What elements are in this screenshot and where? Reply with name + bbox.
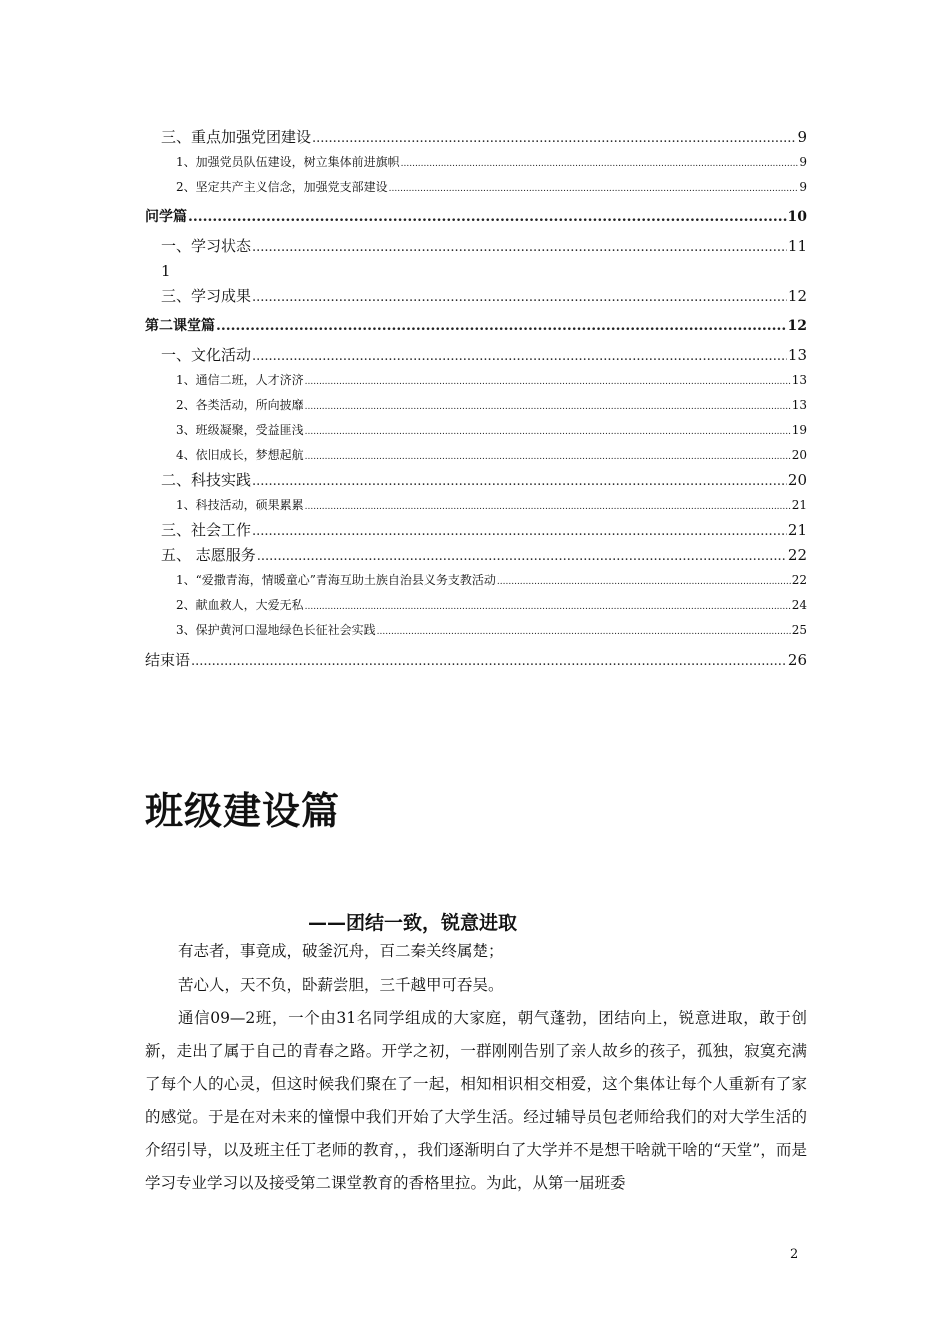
toc-page-number: 20 [791, 448, 807, 462]
table-of-contents [145, 125, 807, 677]
toc-entry-text: 2、坚定共产主义信念，加强党支部建设 [176, 180, 388, 194]
toc-entry[interactable] [145, 643, 807, 677]
toc-entry-text: 4、依旧成长，梦想起航 [176, 448, 304, 462]
toc-entry-text: 3、班级凝聚，受益匪浅 [176, 423, 304, 437]
toc-leader [305, 370, 791, 393]
toc-entry-text: 1、通信二班，人才济济 [176, 373, 304, 387]
toc-entry-text: 1、科技活动，硕果累累 [176, 498, 304, 512]
toc-page-number: 11 [787, 237, 807, 255]
toc-entry[interactable] [145, 368, 807, 393]
toc-page-number: 21 [787, 521, 807, 539]
toc-page-number: 10 [787, 209, 807, 225]
toc-entry[interactable] [145, 125, 807, 150]
toc-entry-text: 1 [161, 262, 171, 280]
toc-page-number: 9 [799, 180, 807, 194]
toc-entry[interactable] [145, 543, 807, 568]
toc-leader [305, 495, 791, 518]
body-text [145, 934, 807, 1200]
toc-entry-text: 2、各类活动，所向披靡 [176, 398, 304, 412]
toc-stray-line [145, 259, 807, 284]
toc-entry[interactable] [145, 618, 807, 643]
toc-entry-text: 第二课堂篇 [145, 318, 215, 334]
toc-leader [305, 445, 791, 468]
toc-leader [305, 420, 791, 443]
toc-page-number: 13 [791, 398, 807, 412]
toc-entry[interactable] [145, 175, 807, 200]
toc-page-number: 25 [791, 623, 807, 637]
toc-page-number: 12 [787, 318, 807, 334]
chapter-subtitle: ——团结一致，锐意进取 [308, 912, 518, 934]
toc-entry[interactable] [145, 593, 807, 618]
toc-entry[interactable] [145, 309, 807, 343]
toc-page-number: 9 [797, 128, 807, 146]
toc-entry[interactable] [145, 393, 807, 418]
toc-page-number: 22 [791, 573, 807, 587]
chapter-title: 班级建设篇 [145, 789, 341, 833]
toc-entry-text: 一、学习状态 [161, 237, 252, 255]
toc-page-number: 24 [791, 598, 807, 612]
verse-line: 有志者，事竟成，破釜沉舟，百二秦关终属楚； [178, 942, 504, 960]
body-paragraph: 通信09—2班，一个由31名同学组成的大家庭，朝气蓬勃，团结向上，锐意进取，敢于创新，走出了属于自己的青春之路。开学之初，一群刚刚告别了亲人故乡的孩子，孤独，寂寞充满了每个人的心灵，但这时候我们聚在了一起，相知相识相交相爱，这个集体让每个人重新有了家的感觉。于是在对未来的憧憬中我们开始了大学生活。经过辅导员包老师给我们的对大学生活的介绍引导，以及班主任丁老师的教育，，我们逐渐明白了大学并不是想干啥就干啥的“天堂”，而是学习专业学习以及接受第二课堂教育的香格里拉。为此，从第一届班委 [145, 1009, 807, 1192]
toc-leader [188, 200, 787, 234]
toc-entry-text: 三、重点加强党团建设 [161, 128, 312, 146]
toc-leader [312, 126, 796, 150]
toc-leader [252, 285, 787, 309]
toc-entry-text: 结束语 [145, 651, 191, 669]
toc-entry-text: 问学篇 [145, 209, 187, 225]
toc-leader [401, 152, 799, 175]
toc-entry-text: 三、学习成果 [161, 287, 252, 305]
toc-leader [216, 309, 787, 343]
toc-entry[interactable] [145, 568, 807, 593]
toc-page-number: 20 [787, 471, 807, 489]
toc-entry[interactable] [145, 418, 807, 443]
toc-entry[interactable] [145, 200, 807, 234]
toc-entry[interactable] [145, 234, 807, 259]
toc-leader [305, 595, 791, 618]
toc-page-number: 22 [787, 546, 807, 564]
verse-line: 苦心人，天不负，卧薪尝胆，三千越甲可吞吴。 [178, 976, 504, 994]
toc-entry-text: 2、献血救人，大爱无私 [176, 598, 304, 612]
toc-entry[interactable] [145, 343, 807, 368]
toc-page-number: 26 [787, 651, 807, 669]
toc-entry-text: 3、保护黄河口湿地绿色长征社会实践 [176, 623, 376, 637]
toc-leader [377, 620, 791, 643]
toc-entry[interactable] [145, 150, 807, 175]
toc-leader [497, 570, 791, 593]
toc-leader [252, 344, 787, 368]
toc-entry[interactable] [145, 468, 807, 493]
toc-leader [191, 645, 787, 677]
toc-entry-text: 五、 志愿服务 [161, 546, 256, 564]
toc-page-number: 12 [787, 287, 807, 305]
toc-entry[interactable] [145, 518, 807, 543]
toc-entry[interactable] [145, 493, 807, 518]
toc-entry[interactable] [145, 443, 807, 468]
toc-page-number: 9 [799, 155, 807, 169]
toc-leader [252, 469, 787, 493]
toc-entry-text: 二、科技实践 [161, 471, 252, 489]
toc-entry[interactable] [145, 284, 807, 309]
toc-entry-text: 1、“爱撒青海，情暖童心”青海互助土族自治县义务支教活动 [176, 573, 496, 587]
toc-page-number: 13 [791, 373, 807, 387]
toc-leader [252, 235, 787, 259]
toc-leader [389, 177, 799, 200]
toc-page-number: 19 [791, 423, 807, 437]
toc-entry-text: 一、文化活动 [161, 346, 252, 364]
toc-page-number: 21 [791, 498, 807, 512]
toc-entry-text: 三、社会工作 [161, 521, 252, 539]
toc-leader [252, 519, 787, 543]
page-number: 2 [790, 1247, 799, 1262]
toc-page-number: 13 [787, 346, 807, 364]
toc-entry-text: 1、加强党员队伍建设，树立集体前进旗帜 [176, 155, 400, 169]
toc-leader [305, 395, 791, 418]
toc-leader [257, 544, 787, 568]
